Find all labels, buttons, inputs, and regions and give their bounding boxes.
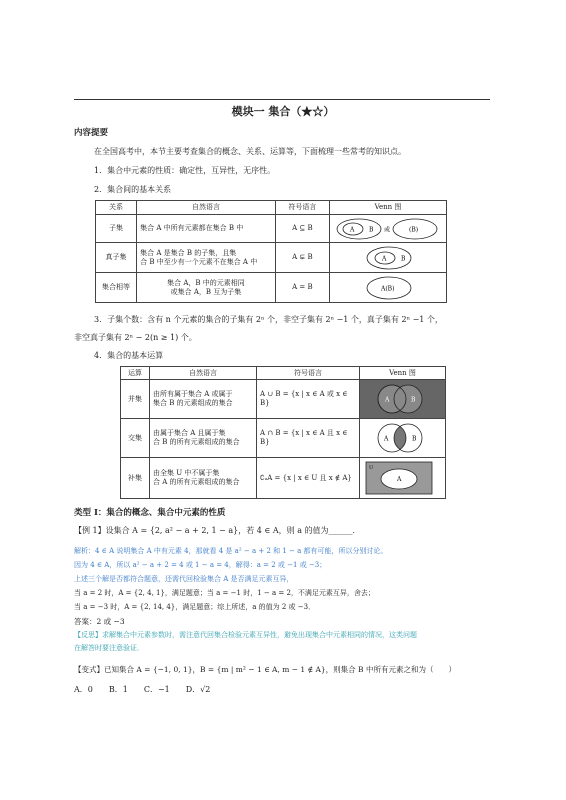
row-complement-natural: 由全集 U 中不属于集 合 A 的所有元素组成的集合: [150, 458, 257, 499]
header-symbol2: 符号语言: [257, 367, 360, 380]
type-heading: 类型 I：集合的概念、集合中元素的性质: [74, 508, 226, 518]
intro-text: 在全国高考中，本节主要考查集合的概念、关系、运算等，下面梳理一些常考的知识点。: [94, 147, 406, 156]
solution-line-1: 解析：4 ∈ A 说明集合 A 中有元素 4，那就看 4 是 a² − a + 2 和 1 − a 都有可能，所以分别讨论。: [74, 547, 388, 555]
operations-table: [120, 366, 446, 499]
venn-union: [360, 380, 446, 419]
svg-text:B: B: [411, 396, 416, 404]
venn-intersect: [360, 419, 446, 458]
solution-line-4: 当 a = 2 时，A = {2, 4, 1}，满足题意；当 a = −1 时，1 − a = 2，不满足元素互异，舍去；: [74, 589, 375, 597]
svg-text:B: B: [412, 435, 417, 443]
svg-text:A: A: [397, 476, 402, 483]
reflection-1: 【反思】求解集合中元素参数时，需注意代回集合检验元素互异性，避免出现集合中元素相同的情况，这类问题: [74, 631, 417, 639]
svg-text:A: A: [385, 396, 390, 404]
point-3a: 3．子集个数：含有 n 个元素的集合的子集有 2ⁿ 个，非空子集有 2ⁿ −1 个，真子集有 2ⁿ −1 个，: [94, 315, 443, 324]
row-complement-symbol: ∁ᵤA = {x | x ∈ U 且 x ∉ A}: [257, 458, 360, 499]
point-1: 1．集合中元素的性质：确定性，互异性，无序性。: [94, 166, 276, 175]
venn-or: 或: [384, 226, 391, 233]
svg-text:U: U: [369, 465, 374, 471]
venn-proper: [330, 243, 447, 273]
svg-text:A: A: [384, 435, 389, 443]
row-intersect-name: 交集: [121, 419, 150, 458]
header-natural2: 自然语言: [150, 367, 257, 380]
svg-text:B: B: [401, 255, 406, 262]
page-title: 模块一 集合（★☆）: [231, 105, 335, 118]
row-proper-name: 真子集: [96, 243, 137, 273]
row-intersect-symbol: A ∩ B = {x | x ∈ A 且 x ∈ B}: [257, 419, 360, 458]
solution-line-3: 上述三个解是否都符合题意，还需代回检验集合 A 是否满足元素互异，: [74, 575, 294, 583]
row-proper-symbol: A ⊊ B: [275, 243, 329, 273]
venn-label-a: A: [350, 226, 355, 233]
solution-line-2: 因为 4 ∈ A，所以 a² − a + 2 = 4 或 1 − a = 4，解得：a = 2 或 −1 或 −3；: [74, 561, 327, 569]
point-3b: 非空真子集有 2ⁿ − 2(n ≥ 1) 个。: [74, 333, 197, 342]
row-equal-natural: 集合 A，B 中的元素相同 或集合 A，B 互为子集: [137, 273, 276, 303]
svg-text:A: A: [382, 255, 387, 262]
venn-label-b: B: [369, 226, 374, 233]
variant-options: A．0 B．1 C．−1 D．√2: [74, 685, 211, 694]
header-venn2: Venn 图: [360, 367, 446, 380]
variant-question: 【变式】已知集合 A = {−1, 0, 1}，B = {m | m² − 1 ∈ A, m − 1 ∉ A}，则集合 B 中所有元素之和为（ ）: [74, 665, 456, 674]
header-natural: 自然语言: [137, 201, 276, 215]
row-equal-symbol: A = B: [275, 273, 329, 303]
header-symbol: 符号语言: [275, 201, 329, 215]
point-4: 4．集合的基本运算: [94, 351, 164, 360]
reflection-2: 在解答时要注意验证．: [74, 644, 144, 652]
section-label: 内容提要: [74, 128, 109, 138]
row-intersect-natural: 由属于集合 A 且属于集 合 B 的所有元素组成的集合: [150, 419, 257, 458]
row-subset-symbol: A ⊆ B: [275, 215, 329, 243]
row-complement-name: 补集: [121, 458, 150, 499]
relations-table: [95, 200, 447, 303]
svg-text:A(B): A(B): [381, 285, 395, 292]
venn-equal: [330, 273, 447, 303]
row-subset-name: 子集: [96, 215, 137, 243]
row-proper-natural: 集合 A 是集合 B 的子集，且集 合 B 中至少有一个元素不在集合 A 中: [137, 243, 276, 273]
row-equal-name: 集合相等: [96, 273, 137, 303]
header-relation: 关系: [96, 201, 137, 215]
header-rule: [74, 99, 490, 100]
header-operation: 运算: [121, 367, 150, 380]
answer: 答案：2 或 −3: [74, 617, 125, 626]
solution-line-5: 当 a = −3 时，A = {2, 14, 4}，满足题意；综上所述，a 的值为 2 或 −3．: [74, 603, 316, 611]
row-union-symbol: A ∪ B = {x | x ∈ A 或 x ∈ B}: [257, 380, 360, 419]
venn-complement: [360, 458, 446, 499]
venn-subset: [330, 215, 447, 243]
example-1: 【例 1】设集合 A = {2, a² − a + 2, 1 − a}，若 4 ∈ A，则 a 的值为______．: [74, 526, 361, 535]
point-2: 2．集合间的基本关系: [94, 185, 172, 194]
row-subset-natural: 集合 A 中所有元素都在集合 B 中: [137, 215, 276, 243]
venn-label-ab: (B): [409, 226, 419, 233]
row-union-name: 并集: [121, 380, 150, 419]
row-union-natural: 由所有属于集合 A 或属于 集合 B 的元素组成的集合: [150, 380, 257, 419]
header-venn: Venn 图: [330, 201, 447, 215]
